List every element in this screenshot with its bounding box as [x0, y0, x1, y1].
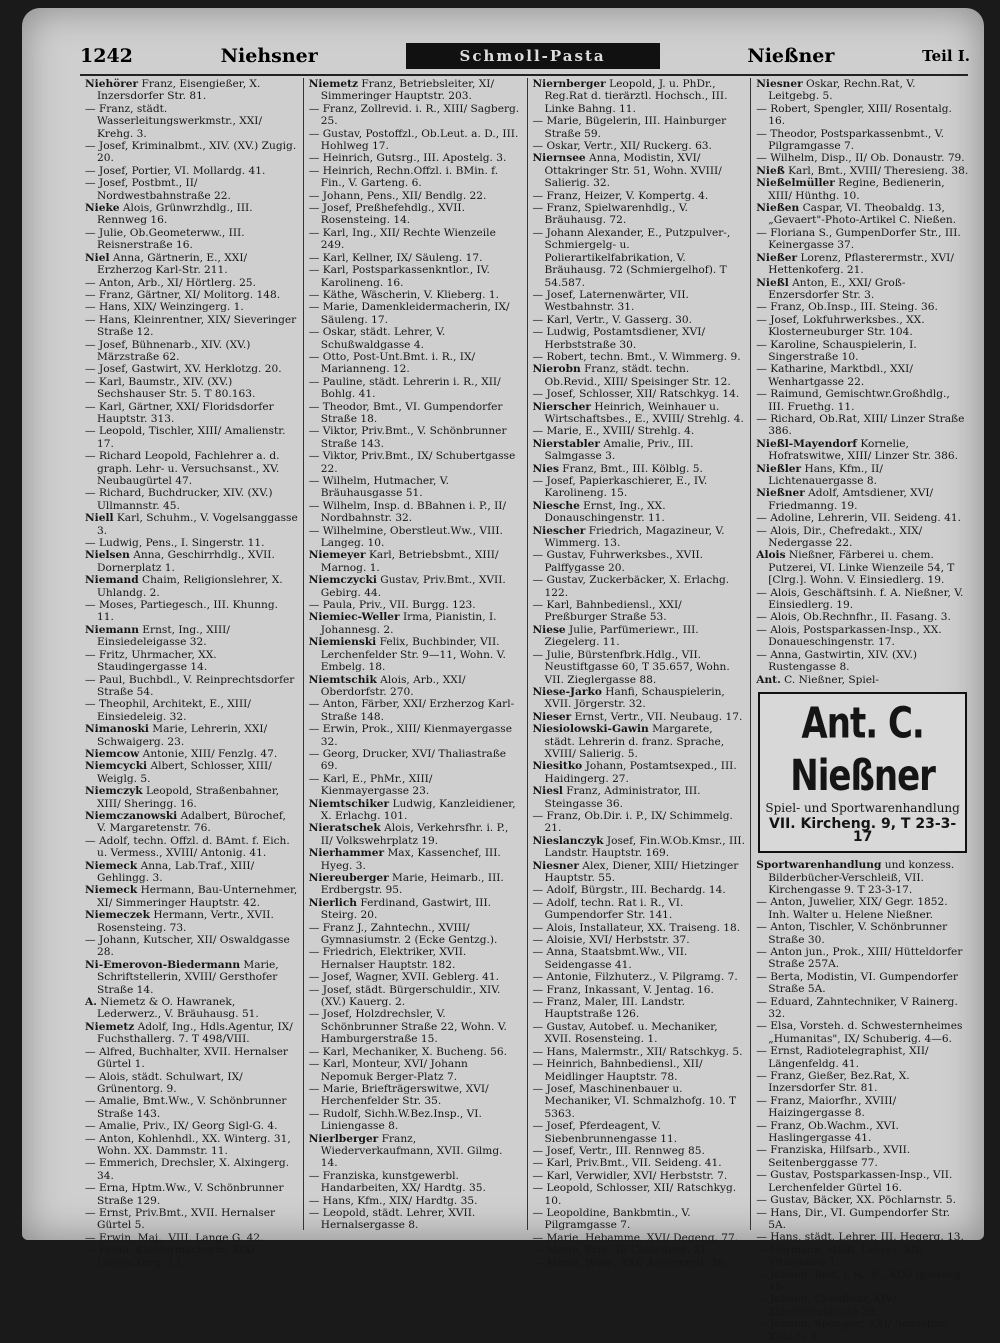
directory-entry: — Emmerich, Drechsler, X. Alxingerg. 34.: [85, 1157, 290, 1182]
directory-entry: — Hermann, städt. Lehrer, XII/ Vitusgasse 1.: [756, 1243, 923, 1269]
directory-entry: — Gustav, Fuhrwerksbes., XVII. Palffygasse 20.: [532, 549, 704, 574]
directory-entry: — Franz, städt. Wasserleitungswerkmstr., XXI/ Krehg. 3.: [85, 102, 263, 140]
directory-entry: — Marie, Wbw., XXI/ Angererstr. 28.: [532, 1256, 728, 1269]
directory-entry: — Fanni, Kleidermacherin, XIX/ Langackerg. 13.: [85, 1244, 255, 1269]
directory-entry: — Julie, Bürstenfbrk.Hdlg., VII. Neustiftgasse 60, T 35.657, Wohn. VII. Zieglergasse 88.: [532, 648, 730, 686]
directory-entry: — Franz, Inkassant, V. Jentag. 16.: [532, 983, 714, 996]
left-keyword: Niehsner: [220, 45, 318, 67]
directory-entry: — Hans, Malermstr., XII/ Ratschkyg. 5.: [532, 1045, 743, 1058]
directory-entry: Niemetz Franz, Betriebsleiter, XI/ Simmeringer Hauptstr. 203.: [308, 78, 495, 103]
directory-entry: — Ludwig, Postamtsdiener, XVI/ Herbststraße 30.: [532, 326, 706, 351]
directory-entry: — Hans, Kfm., XIX/ Hardtg. 35.: [308, 1194, 478, 1207]
directory-entry: Niemiec-Weller Irma, Pianistin, I. Johannesg. 2.: [308, 611, 497, 636]
directory-entry: Nießner Adolf, Amtsdiener, XVI/ Friedmanng. 19.: [756, 487, 934, 512]
directory-entry: — Heinrich, Gutsrg., III. Apostelg. 3.: [308, 152, 507, 165]
directory-entry: — Johann, Kutscher, XII/ Oswaldgasse 28.: [85, 934, 290, 959]
directory-entry: Niemcycki Albert, Schlosser, XIII/ Weiglg. 5.: [85, 760, 272, 785]
directory-entry: — Marie, Priv., II/ Castellezg. 21.: [532, 1244, 711, 1257]
directory-entry: — Ludwig, Pens., I. Singerstr. 11.: [85, 537, 265, 550]
directory-entry: — Johann, Pens., XII/ Bendlg. 22.: [308, 189, 487, 202]
directory-entry: — Johann Alexander, E., Putzpulver-, Schmiergelg- u. Polierartikelfabrikation, V. Bräuhausg. 72 (Schmiergelhof). T 54.587.: [532, 226, 731, 289]
directory-entry: — Ernst, Radiotelegraphist, XII/ Längenfeldg. 41.: [756, 1045, 929, 1070]
directory-entry: — Viktor, Priv.Bmt., V. Schönbrunner Straße 143.: [308, 425, 507, 450]
directory-entry: Niesiolowski-Gawin Margarete, städt. Lehrerin d. franz. Sprache, XVIII/ Salierig. 5.: [532, 723, 725, 760]
directory-entry: Nieratschek Alois, Verkehrsfhr. i. P., II/ Volkswehrplatz 19.: [308, 822, 509, 847]
directory-entry: Nimanoski Marie, Lehrerin, XXI/ Schwaigerg. 23.: [85, 723, 268, 748]
directory-entry: — Karl, Vertr., V. Gasserg. 30.: [532, 313, 693, 326]
directory-entry: — Karl, Monteur, XVI/ Johann Nepomuk Berger-Platz 7.: [308, 1058, 468, 1083]
column-4-continued: [756, 859, 969, 1343]
directory-entry: — Alfred, Buchhalter, XVII. Hernalser Gürtel 1.: [85, 1045, 288, 1071]
directory-entry: — Elsa, Vorsteh. d. Schwesternheimes „Humanitas", IX/ Schuberig. 4—6.: [756, 1020, 963, 1045]
directory-entry: — Pauline, städt. Lehrerin i. R., XII/ Bohlg. 41.: [308, 375, 501, 401]
directory-entry: — Aloisie, XVI/ Herbststr. 37.: [532, 934, 690, 947]
directory-entry: Niernberger Leopold, J. u. PhDr., Reg.Rat d. tierärztl. Hochsch., III. Linke Bahng. 11.: [532, 78, 728, 115]
directory-entry: — Karl, Ing., XII/ Rechte Wienzeile 249.: [308, 226, 496, 252]
directory-entry: Niemczycki Gustav, Priv.Bmt., XVII. Gebirg. 44.: [308, 574, 506, 599]
column-4-entries: [756, 78, 969, 686]
directory-entry: — Anton jun., Prok., XIII/ Hütteldorfer Straße 257A.: [756, 945, 963, 971]
advertising-banner: Schmoll-Pasta: [406, 43, 660, 69]
directory-entry: — Ernst, Priv.Bmt., XVII. Hernalser Gürtel 5.: [85, 1206, 276, 1232]
directory-entry: Niemienski Felix, Buchbinder, VII. Lerchenfelder Str. 9—11, Wohn. V. Embelg. 18.: [308, 636, 506, 674]
directory-entry: — Franz, Maiorfhr., XVIII/ Haizingergasse 8.: [756, 1094, 897, 1120]
directory-entry: Sportwarenhandlung und konzess. Bilderbücher-Verschleiß, VII. Kirchengasse 9. T 23-3-17.: [756, 859, 955, 896]
directory-entry: — Theodor, Postsparkassenbmt., V. Pilgramgasse 7.: [756, 127, 944, 153]
part-label: Teil I.: [922, 47, 970, 65]
ad-subtitle: Spiel- und Sportwarenhandlung: [765, 800, 960, 815]
directory-entry: Niemtschik Alois, Arb., XXI/ Oberdorfstr. 270.: [308, 673, 466, 698]
directory-entry: Nieser Ernst, Vertr., VII. Neubaug. 17.: [532, 710, 743, 723]
directory-entry: Niemcow Antonie, XIII/ Fenzlg. 47.: [85, 747, 278, 760]
directory-entry: Ni-Emerovon-Biedermann Marie, Schriftstellerin, XVIII/ Gersthofer Straße 14.: [85, 958, 279, 996]
directory-entry: — Gustav, Bäcker, XX. Pöchlarnstr. 5.: [756, 1194, 957, 1207]
directory-entry: — Anton, Färber, XXI/ Erzherzog Karl-Straße 148.: [308, 698, 515, 723]
directory-entry: — Marie, Briefträgerswitwe, XVI/ Herchenfelder Str. 35.: [308, 1082, 489, 1108]
directory-entry: — Richard, Ob.Rat, XIII/ Linzer Straße 386.: [756, 412, 965, 438]
directory-entry: — Oskar, städt. Lehrer, V. Schußwaldgasse 4.: [308, 326, 446, 351]
directory-entry: — Josef, Vertr., III. Rennweg 85.: [532, 1144, 705, 1157]
directory-entry: Niemeyer Karl, Betriebsbmt., XIII/ Marnog. 1.: [308, 549, 499, 574]
directory-entry: — Hans, städt. Lehrer, III. Hegerg. 13.: [756, 1231, 964, 1244]
directory-entry: — Anton, Kohlenhdl., XX. Winterg. 31, Wohn. XX. Dammstr. 11.: [85, 1132, 291, 1157]
directory-entry: — Karl, Kellner, IX/ Säuleng. 17.: [308, 251, 483, 264]
directory-entry: — Josef, Laternenwärter, VII. Westbahnstr. 31.: [532, 288, 689, 314]
directory-entry: — Adolf, techn. Rat i. R., VI. Gumpendorfer Str. 141.: [532, 896, 684, 922]
directory-entry: — Anton, Tischler, V. Schönbrunner Straße 30.: [756, 921, 948, 946]
directory-entry: Nießler Hans, Kfm., II/ Lichtenauergasse 8.: [756, 462, 883, 487]
directory-entry: Niesner Oskar, Rechn.Rat, V. Leitgebg. 5.: [756, 78, 916, 103]
directory-entry: Niemczyk Leopold, Straßenbahner, XIII/ Sheringg. 16.: [85, 785, 280, 810]
directory-entry: Niesl Franz, Administrator, III. Steingasse 36.: [532, 785, 701, 810]
directory-entry: — Anton, Arb., XI/ Hörtlerg. 25.: [85, 276, 256, 289]
directory-entry: — Otto, Post-Unt.Bmt. i. R., IX/ Marianneng. 12.: [308, 350, 476, 376]
directory-entry: — Wilhelm, Hutmacher, V. Bräuhausgasse 51.: [308, 475, 449, 500]
directory-entry: — Leopoldine, Bankbmtin., V. Pilgramgasse 7.: [532, 1206, 691, 1232]
directory-entry: — Franz, Ob.Dir. i. P., IX/ Schimmelg. 21.: [532, 809, 733, 835]
directory-entry: Ant. C. Nießner, Spiel-: [756, 673, 879, 686]
directory-entry: — Josef, Gastwirt, XV. Herklotzg. 20.: [85, 363, 282, 376]
directory-entry: — Amalie, Priv., IX/ Georg Sigl-G. 4.: [85, 1120, 278, 1133]
directory-entry: Nieß Karl, Bmt., XVIII/ Theresieng. 38.: [756, 164, 969, 177]
directory-entry: — Alois, städt. Schulwart, IX/ Grünentorg. 9.: [85, 1070, 243, 1095]
directory-entry: — Franziska, Hilfsarb., XVII. Seitenberggasse 77.: [756, 1144, 911, 1169]
directory-entry: — Karl, Mechaniker, X. Bucheng. 56.: [308, 1045, 507, 1058]
directory-entry: — Paul, Buchbdl., V. Reinprechtsdorfer Straße 54.: [85, 673, 295, 698]
directory-entry: — Käthe, Wäscherin, V. Klieberg. 1.: [308, 288, 500, 301]
directory-entry: — Alois, Installateur, XX. Traiseng. 18.: [532, 921, 741, 934]
directory-entry: Nierstabler Amalie, Priv., III. Salmgasse 3.: [532, 437, 694, 463]
directory-entry: — Karl, Gärtner, XXI/ Floridsdorfer Hauptstr. 313.: [85, 400, 274, 425]
directory-entry: — Franz, Zollrevid. i. R., XIII/ Sagberg. 25.: [308, 102, 520, 128]
directory-entry: — Marie, Damenkleidermacherin, IX/ Säuleng. 17.: [308, 301, 510, 326]
directory-entry: Niehörer Franz, Eisengießer, X. Inzersdorfer Str. 81.: [85, 78, 261, 103]
directory-entry: Nieke Alois, Grünwrzhdlg., III. Rennweg 16.: [85, 202, 253, 227]
columns-container: [80, 78, 974, 1343]
directory-entry: — Amalie, Bmt.Ww., V. Schönbrunner Straße 143.: [85, 1095, 287, 1120]
directory-entry: — Friedrich, Elektriker, XVII. Hernalser Hauptstr. 182.: [308, 946, 467, 971]
directory-entry: Nießl Anton, E., XXI/ Groß-Enzersdorfer Str. 3.: [756, 276, 906, 301]
directory-entry: — Marie, Bügelerin, III. Hainburger Straße 59.: [532, 115, 727, 140]
directory-entry: — Richard, Buchdrucker, XIV. (XV.) Ullmannstr. 45.: [85, 487, 273, 512]
column-4: [750, 78, 974, 1343]
directory-entry: Nierlberger Franz, Wiederverkaufmann, XVII. Gilmg. 14.: [308, 1132, 503, 1170]
directory-entry: Nießl-Mayendorf Kornelie, Hofratswitwe, XIII/ Linzer Str. 386.: [756, 437, 958, 463]
directory-entry: Nies Franz, Bmt., III. Kölblg. 5.: [532, 462, 703, 475]
directory-entry: — Johann, Chauffeur, XIV/ Zienfelderstraße 39.: [756, 1293, 897, 1318]
directory-entry: — Heinrich, Bahnbediensl., XII/ Meidlinger Hauptstr. 78.: [532, 1058, 703, 1083]
directory-entry: Niemand Chaim, Religionslehrer, X. Uhlandg. 2.: [85, 574, 283, 599]
directory-entry: — Raimund, Gemischtwr.Großhdlg., III. Fruethg. 11.: [756, 388, 950, 413]
directory-entry: — Alois, Ob.Rechnfhr., II. Fasang. 3.: [756, 611, 951, 624]
directory-entry: — Antonie, Filzhuterz., V. Pilgramg. 7.: [532, 971, 738, 984]
directory-entry: — Viktor, Priv.Bmt., IX/ Schubertgasse 22.: [308, 450, 516, 475]
directory-entry: — Paula, Priv., VII. Burgg. 123.: [308, 599, 476, 612]
directory-entry: — Johann, Bmt. i. R., E., XIX/ Iglaseeg. 15.: [756, 1268, 965, 1293]
directory-entry: Niesitko Johann, Postamtsexped., III. Haidingerg. 27.: [532, 760, 737, 785]
directory-entry: — Gustav, Postoffzl., Ob.Leut. a. D., III. Hohlweg 17.: [308, 127, 519, 153]
directory-entry: — Gustav, Postsparkassen-Insp., VII. Lerchenfelder Gürtel 16.: [756, 1169, 953, 1194]
ad-title: Ant. C. Nießner: [790, 698, 935, 802]
directory-entry: Niemtschiker Ludwig, Kanzleidiener, X. Erlachg. 101.: [308, 797, 516, 822]
directory-entry: — Robert, Spengler, XIII/ Rosentalg. 16.: [756, 102, 952, 128]
directory-entry: — Josef, Lokfuhrwerksbes., XX. Klosterneuburger Str. 104.: [756, 313, 925, 339]
directory-entry: — Georg, Drucker, XVI/ Thaliastraße 69.: [308, 747, 507, 773]
directory-entry: Niemann Ernst, Ing., XIII/ Einsiedeleigasse 32.: [85, 623, 230, 649]
column-2: [303, 78, 527, 1230]
directory-entry: — Karl, Priv.Bmt., VII. Seideng. 41.: [532, 1157, 722, 1170]
directory-entry: — Marie, Hebamme, XVI/ Degeng. 77.: [532, 1231, 739, 1244]
directory-entry: — Rudolf, Sichh.W.Bez.Insp., VI. Liniengasse 8.: [308, 1107, 482, 1133]
advertisement: [758, 692, 967, 853]
directory-entry: — Franz, Spielwarenhdlg., V. Bräuhausg. 72.: [532, 202, 688, 227]
directory-entry: — Franz, Ob.Insp., III. Steing. 36.: [756, 301, 938, 314]
directory-entry: Nieslanczyk Josef, Fin.W.Ob.Kmsr., III. Landstr. Hauptstr. 169.: [532, 834, 745, 860]
directory-entry: — Erwin, Maj., VIII. Lange G. 42.: [85, 1231, 264, 1244]
right-keyword: Nießner: [747, 45, 835, 67]
directory-entry: Nießen Caspar, VI. Theobaldg. 13, „Gevaert"-Photo-Artikel C. Nießen.: [756, 202, 957, 227]
directory-entry: — Alois, Dir., Chefredakt., XIX/ Nedergasse 22.: [756, 524, 923, 550]
directory-entry: Nielsen Anna, Geschirrhdlg., XVII. Dornerplatz 1.: [85, 549, 275, 574]
ad-address: VII. Kircheng. 9, T 23-3-17: [769, 816, 957, 845]
directory-entry: Niesner Alex, Diener, XIII/ Hietzinger Hauptstr. 55.: [532, 859, 739, 884]
directory-entry: Nierlich Ferdinand, Gastwirt, III. Steirg. 20.: [308, 896, 492, 922]
directory-entry: Niell Karl, Schuhm., V. Vogelsanggasse 3.: [85, 512, 298, 537]
directory-entry: — Karl, Baumstr., XIV. (XV.) Sechshauser Str. 5. T 80.163.: [85, 375, 256, 401]
directory-entry: — Johann, Spengler, XXI/ Sebastian Kohl-G. 1.: [756, 1318, 948, 1343]
directory-entry: — Berta, Modistin, VI. Gumpendorfer Straße 5A.: [756, 970, 958, 996]
directory-entry: — Erna, Hptm.Ww., V. Schönbrunner Straße 129.: [85, 1182, 284, 1207]
directory-entry: — Josef, Bühnenarb., XIV. (XV.) Märzstraße 62.: [85, 338, 251, 363]
directory-entry: — Anna, Staatsbmt.Ww., VII. Seidengasse 41.: [532, 946, 688, 971]
directory-entry: — Josef, Pferdeagent, V. Siebenbrunnengasse 11.: [532, 1120, 678, 1145]
directory-entry: Niese-Jarko Hanfi, Schauspielerin, XVII. Jörgerstr. 32.: [532, 685, 725, 711]
directory-entry: — Adolf, Bürgstr., III. Bechardg. 14.: [532, 884, 726, 897]
directory-entry: — Richard Leopold, Fachlehrer a. d. graph. Lehr- u. Versuchsanst., XV. Neubaugürtel 47.: [85, 450, 280, 487]
column-1: [80, 78, 303, 1269]
directory-entry: — Franz J., Zahntechn., XVIII/ Gymnasiumstr. 2 (Ecke Gentzg.).: [308, 921, 498, 947]
directory-entry: — Hans, Kleinrentner, XIX/ Sieveringer Straße 12.: [85, 313, 297, 339]
directory-entry: — Franziska, kunstgewerbl. Handarbeiten, XX/ Hardtg. 35.: [308, 1169, 486, 1195]
directory-entry: — Heinrich, Rechn.Offzl. i. BMin. f. Fin., V. Garteng. 6.: [308, 164, 499, 190]
directory-entry: Niescher Friedrich, Magazineur, V. Wimmerg. 13.: [532, 524, 725, 550]
directory-entry: — Marie, E., XVIII/ Strehlg. 4.: [532, 425, 695, 438]
directory-entry: — Josef, Papierkaschierer, E., IV. Karolineng. 15.: [532, 475, 708, 500]
directory-entry: — Hans, XIX/ Weinzingerg. 1.: [85, 301, 244, 314]
directory-entry: — Oskar, Vertr., XII/ Ruckerg. 63.: [532, 140, 712, 153]
directory-entry: — Erwin, Prok., XIII/ Kienmayergasse 32.: [308, 723, 512, 748]
directory-entry: — Anton, Juwelier, XIX/ Gegr. 1852. Inh. Walter u. Helene Nießner.: [756, 896, 948, 921]
directory-entry: — Hans, Dir., VI. Gumpendorfer Str. 5A.: [756, 1206, 951, 1231]
directory-entry: — Fritz, Uhrmacher, XX. Staudingergasse 14.: [85, 648, 217, 674]
directory-entry: Niemeck Hermann, Bau-Unternehmer, XI/ Simmeringer Hauptstr. 42.: [85, 884, 298, 909]
directory-entry: — Alois, Postsparkassen-Insp., XX. Donaueschingenstr. 17.: [756, 623, 942, 649]
directory-entry: Nierscher Heinrich, Weinhauer u. Wirtschaftsbes., E., XVIII/ Strehlg. 4.: [532, 400, 744, 425]
directory-page: [22, 8, 984, 1343]
page-header: [80, 40, 970, 72]
directory-entry: — Josef, Wagner, XVII. Geblerg. 41.: [308, 971, 500, 984]
directory-entry: — Theodor, Bmt., VI. Gumpendorfer Straße 18.: [308, 400, 503, 425]
directory-entry: — Leopold, städt. Lehrer, XVII. Hernalsergasse 8.: [308, 1206, 476, 1232]
directory-entry: Nießer Lorenz, Pflasterermstr., XVI/ Hettenkoferg. 21.: [756, 251, 954, 277]
directory-entry: — Josef, Schlosser, XII/ Ratschkyg. 14.: [532, 388, 740, 401]
directory-entry: Niemczanowski Adalbert, Bürochef, V. Margaretenstr. 76.: [85, 809, 286, 835]
directory-entry: — Franz, Ob.Wachm., XVI. Haslingergasse 41.: [756, 1119, 899, 1145]
directory-entry: — Josef, Portier, VI. Mollardg. 41.: [85, 164, 266, 177]
directory-entry: — Karl, E., PhMr., XIII/ Kienmayergasse 23.: [308, 772, 433, 798]
directory-entry: — Franz, Gärtner, XI/ Molitorg. 148.: [85, 288, 281, 301]
directory-entry: — Josef, städt. Bürgerschuldir., XIV. (XV.) Kauerg. 2.: [308, 983, 501, 1009]
directory-entry: — Wilhelm, Disp., II/ Ob. Donaustr. 79.: [756, 152, 965, 165]
directory-entry: Niese Julie, Parfümeriewr., III. Ziegelerg. 11.: [532, 623, 699, 649]
directory-entry: — Franz, Gießer, Bez.Rat, X. Inzersdorfer Str. 81.: [756, 1070, 910, 1095]
directory-entry: — Gustav, Autobef. u. Mechaniker, XVII. Rosensteing. 1.: [532, 1020, 718, 1046]
directory-entry: — Moses, Partiegesch., III. Khunng. 11.: [85, 599, 278, 624]
directory-entry: Niemeck Anna, Lab.Traf., XIII/ Gehlingg. 3.: [85, 859, 255, 884]
directory-entry: Niel Anna, Gärtnerin, E., XXI/ Erzherzog Karl-Str. 211.: [85, 251, 248, 277]
directory-entry: — Karl, Verwidler, XVI/ Herbststr. 7.: [532, 1169, 728, 1182]
directory-entry: Niemeczek Hermann, Vertr., XVII. Rosensteing. 73.: [85, 909, 274, 934]
directory-entry: — Wilhelm, Insp. d. BBahnen i. P., II/ Nordbahnstr. 32.: [308, 499, 507, 525]
directory-entry: — Adoline, Lehrerin, VII. Seideng. 41.: [756, 512, 962, 525]
directory-entry: Nierhammer Max, Kassenchef, III. Hyeg. 3.: [308, 847, 501, 872]
directory-entry: — Karl, Bahnbediensl., XXI/ Preßburger Straße 53.: [532, 599, 682, 624]
directory-entry: — Karoline, Schauspielerin, I. Singerstraße 10.: [756, 338, 917, 363]
directory-entry: — Julie, Ob.Geometerww., III. Reisnerstraße 16.: [85, 226, 245, 252]
directory-entry: — Theophil, Architekt, E., XIII/ Einsiedeleig. 32.: [85, 698, 251, 723]
directory-entry: — Robert, techn. Bmt., V. Wimmerg. 9.: [532, 350, 741, 363]
directory-entry: — Leopold, Tischler, XIII/ Amalienstr. 17.: [85, 425, 286, 450]
directory-entry: Nießelmüller Regine, Bedienerin, XIII/ Hünthg. 10.: [756, 177, 945, 202]
directory-entry: — Adolf, techn. Offzl. d. BAmt. f. Eich. u. Vermess., XVIII/ Antonig. 41.: [85, 834, 290, 860]
directory-entry: — Josef, Kriminalbmt., XIV. (XV.) Zugig. 20.: [85, 140, 297, 165]
directory-entry: Niernsee Anna, Modistin, XVI/ Ottakringer Str. 51, Wohn. XVIII/ Salierig. 32.: [532, 152, 722, 190]
directory-entry: — Josef, Postbmt., II/ Nordwestbahnstraße 22.: [85, 177, 231, 202]
directory-entry: A. Niemetz & O. Hawranek, Lederwerz., V. Bräuhausg. 51.: [85, 996, 259, 1021]
directory-entry: — Josef, Preßhefehdlg., XVII. Rosensteing. 14.: [308, 202, 465, 227]
directory-entry: Niesche Ernst, Ing., XX. Donauschingenstr. 11.: [532, 499, 666, 525]
directory-entry: — Katharine, Marktbdl., XXI/ Wenhartgasse 22.: [756, 363, 913, 388]
header-rule: [80, 74, 968, 76]
directory-entry: — Eduard, Zahntechniker, V Rainerg. 32.: [756, 995, 958, 1020]
directory-entry: — Leopold, Schlosser, XII/ Ratschkyg. 10.: [532, 1182, 737, 1207]
directory-entry: — Alois, Geschäftsinh. f. A. Nießner, V. Einsiedlerg. 19.: [756, 586, 964, 612]
directory-entry: — Floriana S., GumpenDorfer Str., III. Keinergasse 37.: [756, 226, 961, 252]
directory-entry: — Josef, Maschinenbauer u. Mechaniker, VI. Schmalzhofg. 10. T 5363.: [532, 1082, 737, 1120]
directory-entry: — Josef, Holzdrechsler, V. Schönbrunner Straße 22, Wohn. V. Hamburgerstraße 15.: [308, 1008, 507, 1046]
directory-entry: — Wilhelmine, Oberstleut.Ww., VIII. Langeg. 10.: [308, 524, 503, 550]
directory-entry: Niereuberger Marie, Heimarb., III. Erdbergstr. 95.: [308, 872, 504, 897]
directory-entry: Alois Nießner, Färberei u. chem. Putzerei, VI. Linke Wienzeile 54, T [Clrg.]. Wohn. V. Einsiedlerg. 19.: [756, 549, 955, 587]
column-3: [527, 78, 751, 1269]
directory-entry: Niemetz Adolf, Ing., Hdls.Agentur, IX/ Fuchsthallerg. 7. T 498/VIII.: [85, 1020, 293, 1046]
page-number: 1242: [80, 45, 133, 67]
directory-entry: — Karl, Postsparkassenkntlor., IV. Karolineng. 16.: [308, 264, 490, 289]
directory-entry: Nierobn Franz, städt. techn. Ob.Revid., XIII/ Speisinger Str. 12.: [532, 363, 731, 388]
directory-entry: — Gustav, Zuckerbäcker, X. Erlachg. 122.: [532, 574, 730, 599]
directory-entry: — Anna, Gastwirtin, XIV. (XV.) Rustengasse 8.: [756, 648, 917, 674]
directory-entry: — Franz, Maler, III. Landstr. Hauptstraße 126.: [532, 996, 685, 1021]
directory-entry: — Franz, Heizer, V. Kompertg. 4.: [532, 189, 709, 202]
